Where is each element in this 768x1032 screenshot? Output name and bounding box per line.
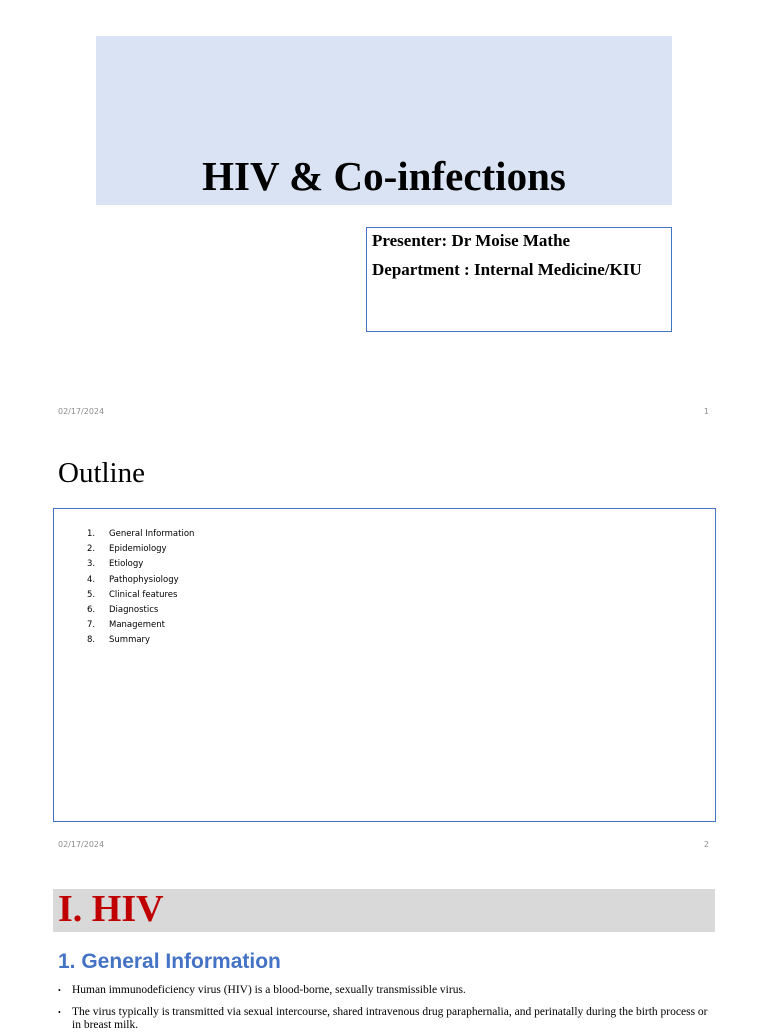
outline-item: [87, 603, 194, 618]
outline-item-number: 6.: [87, 604, 96, 615]
outline-item-number: 8.: [87, 635, 96, 646]
outline-item-number: 3.: [87, 559, 96, 570]
outline-box: [53, 508, 716, 822]
outline-title: Outline: [58, 457, 145, 489]
section-title: 1. General Information: [58, 950, 281, 973]
outline-list: [87, 527, 194, 649]
outline-item-label: Pathophysiology: [109, 574, 179, 585]
outline-item-number: 7.: [87, 620, 96, 631]
outline-item-number: 5.: [87, 589, 96, 600]
bullet-item: [58, 984, 718, 997]
slide2-date: 02/17/2024: [58, 840, 105, 849]
presenter-department: Department : Internal Medicine/KIU: [372, 260, 642, 279]
hiv-title: I. HIV: [58, 888, 164, 930]
outline-item: [87, 557, 194, 572]
bullet-text: The virus typically is transmitted via sexual intercourse, shared intravenous drug paraphernalia, and perinatally during the birth process or in breast milk.: [72, 1006, 708, 1031]
outline-item-label: Etiology: [109, 559, 144, 570]
slide2-page-number: 2: [703, 840, 709, 849]
bullet-icon: •: [58, 986, 61, 995]
outline-item-label: Epidemiology: [109, 544, 167, 555]
outline-item-label: General Information: [109, 529, 195, 539]
outline-item: [87, 542, 194, 557]
bullet-icon: •: [58, 1008, 61, 1017]
presenter-name: Presenter: Dr Moise Mathe: [372, 231, 571, 250]
outline-item: [87, 618, 194, 633]
outline-item-label: Summary: [109, 635, 151, 646]
outline-item-label: Diagnostics: [109, 604, 159, 615]
outline-item-number: 1.: [87, 529, 96, 539]
slide1-page-number: 1: [703, 407, 709, 416]
bullet-item: [58, 1006, 718, 1032]
outline-item-number: 4.: [87, 574, 96, 585]
outline-item-label: Clinical features: [109, 589, 178, 600]
outline-item-label: Management: [109, 620, 165, 631]
slide-title: HIV & Co-infections: [202, 153, 566, 199]
outline-item-number: 2.: [87, 544, 96, 555]
slide1-date: 02/17/2024: [58, 407, 105, 416]
outline-item: [87, 527, 194, 542]
outline-item: [87, 588, 194, 603]
outline-item: [87, 573, 194, 588]
bullet-text: Human immunodeficiency virus (HIV) is a blood-borne, sexually transmissible virus.: [72, 984, 466, 996]
outline-item: [87, 633, 194, 648]
presenter-box: [366, 227, 672, 332]
